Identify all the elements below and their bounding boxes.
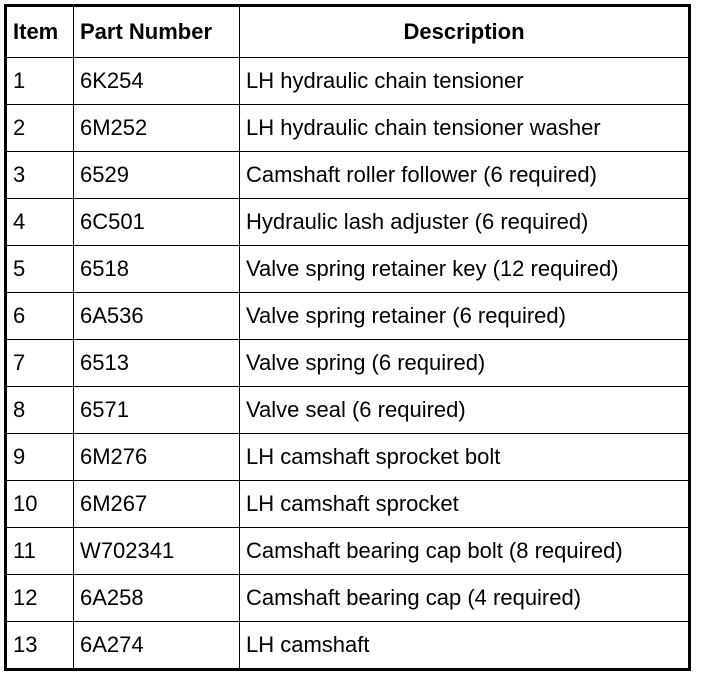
cell-description: LH camshaft sprocket bolt: [240, 434, 690, 481]
table-row: [6, 293, 690, 340]
cell-item: 3: [6, 152, 74, 199]
table-row: [6, 387, 690, 434]
cell-description: Camshaft bearing cap (4 required): [240, 575, 690, 622]
cell-part-number: 6M276: [74, 434, 240, 481]
cell-description: Camshaft bearing cap bolt (8 required): [240, 528, 690, 575]
header-part-number: Part Number: [74, 6, 240, 58]
header-item: Item: [6, 6, 74, 58]
header-row: [6, 6, 690, 58]
cell-item: 4: [6, 199, 74, 246]
cell-description: LH camshaft sprocket: [240, 481, 690, 528]
cell-part-number: 6C501: [74, 199, 240, 246]
cell-part-number: 6M252: [74, 105, 240, 152]
table-row: [6, 199, 690, 246]
parts-table: [4, 4, 691, 671]
cell-part-number: W702341: [74, 528, 240, 575]
table-row: [6, 58, 690, 105]
cell-item: 13: [6, 622, 74, 670]
table-row: [6, 340, 690, 387]
table-row: [6, 434, 690, 481]
cell-part-number: 6571: [74, 387, 240, 434]
cell-description: LH camshaft: [240, 622, 690, 670]
cell-item: 7: [6, 340, 74, 387]
cell-description: Camshaft roller follower (6 required): [240, 152, 690, 199]
cell-part-number: 6518: [74, 246, 240, 293]
cell-description: Hydraulic lash adjuster (6 required): [240, 199, 690, 246]
cell-description: Valve seal (6 required): [240, 387, 690, 434]
cell-part-number: 6A536: [74, 293, 240, 340]
cell-description: LH hydraulic chain tensioner: [240, 58, 690, 105]
cell-item: 11: [6, 528, 74, 575]
cell-description: Valve spring retainer key (12 required): [240, 246, 690, 293]
cell-part-number: 6513: [74, 340, 240, 387]
cell-item: 8: [6, 387, 74, 434]
cell-description: Valve spring retainer (6 required): [240, 293, 690, 340]
cell-item: 2: [6, 105, 74, 152]
cell-item: 5: [6, 246, 74, 293]
cell-part-number: 6A274: [74, 622, 240, 670]
table-row: [6, 105, 690, 152]
table-row: [6, 481, 690, 528]
cell-part-number: 6529: [74, 152, 240, 199]
cell-part-number: 6K254: [74, 58, 240, 105]
header-description: Description: [240, 6, 690, 58]
cell-description: Valve spring (6 required): [240, 340, 690, 387]
cell-item: 10: [6, 481, 74, 528]
table-row: [6, 622, 690, 670]
cell-part-number: 6M267: [74, 481, 240, 528]
cell-part-number: 6A258: [74, 575, 240, 622]
table-row: [6, 528, 690, 575]
table-row: [6, 575, 690, 622]
table-row: [6, 152, 690, 199]
cell-description: LH hydraulic chain tensioner washer: [240, 105, 690, 152]
cell-item: 6: [6, 293, 74, 340]
cell-item: 9: [6, 434, 74, 481]
cell-item: 12: [6, 575, 74, 622]
cell-item: 1: [6, 58, 74, 105]
table-row: [6, 246, 690, 293]
